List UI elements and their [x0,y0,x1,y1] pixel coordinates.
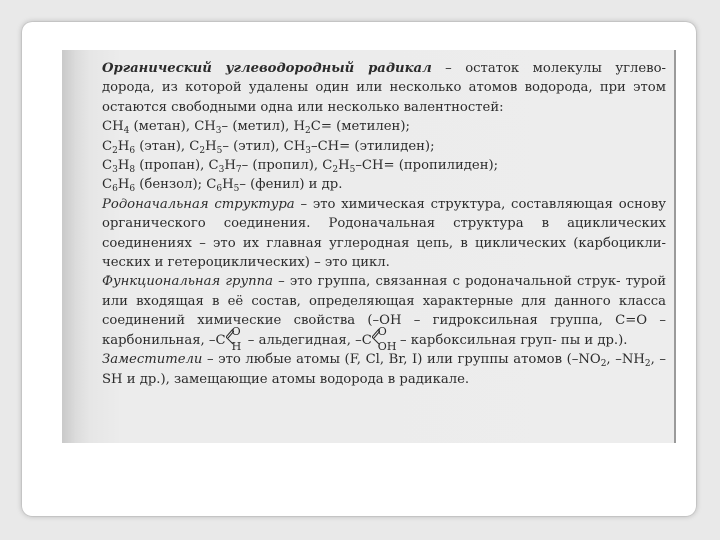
term-parent-structure: Родоначальная структура [102,196,295,212]
formula-line-ethane: $C_2H_6$ (этан), $C_2H_5-$ (этил), $CH_3-CH=$ (этилиден); [102,138,435,156]
term-radical: Органический углеводородный радикал [102,61,432,76]
paragraph-substituents: Заместители – это любые атомы (F, Cl, Br, I) или группы атомов ($-NO_2$, $-NH_2$, –SH и др.), замещающие атомы водорода в радикале. [102,352,666,387]
formula-line-propane: $C_3H_8$ (пропан), $C_3H_7-$ (пропил), $C_2H_5-CH=$ (пропилиден); [102,158,499,176]
paragraph-radical: Органический углеводородный радикал – остаток молекулы углево- дорода, из которой удалены один или несколько атомов водорода, при этом остаются свободными одна или несколько валентностей: [102,61,666,115]
paragraph-functional-group: Функциональная группа – это группа, связанная с родоначальной струк- турой или входящая в её состав, определяющая характерные для данного класса соединений химические свойства (–OH – гидроксильная группа, C=O – карбонильная, –C O H – альдегидная, –C O OH – карбоксильная груп- пы и др.). [102,274,666,353]
formula-line-benzene: $C_6H_6$ (бензол); $C_6H_5-$ (фенил) и др. [102,177,343,195]
formula-line-methane: $CH_4$ (метан), $CH_3-$ (метил), $H_2C=$ (метилен); [102,119,410,137]
carboxyl-group-symbol: O OH [372,331,396,347]
aldehyde-group-symbol: O H [226,331,244,347]
paragraph-parent-structure: Родоначальная структура – это химическая структура, составляющая основу органического соединения. Родоначальная структура в ациклических соединениях – это их главная углеродная цепь, в циклических (карбоцикли- ческих и гетероциклических) – это цикл. [102,196,667,271]
scanned-page [62,50,676,443]
term-substituents: Заместители [102,352,203,368]
term-functional-group: Функциональная группа [102,274,273,290]
